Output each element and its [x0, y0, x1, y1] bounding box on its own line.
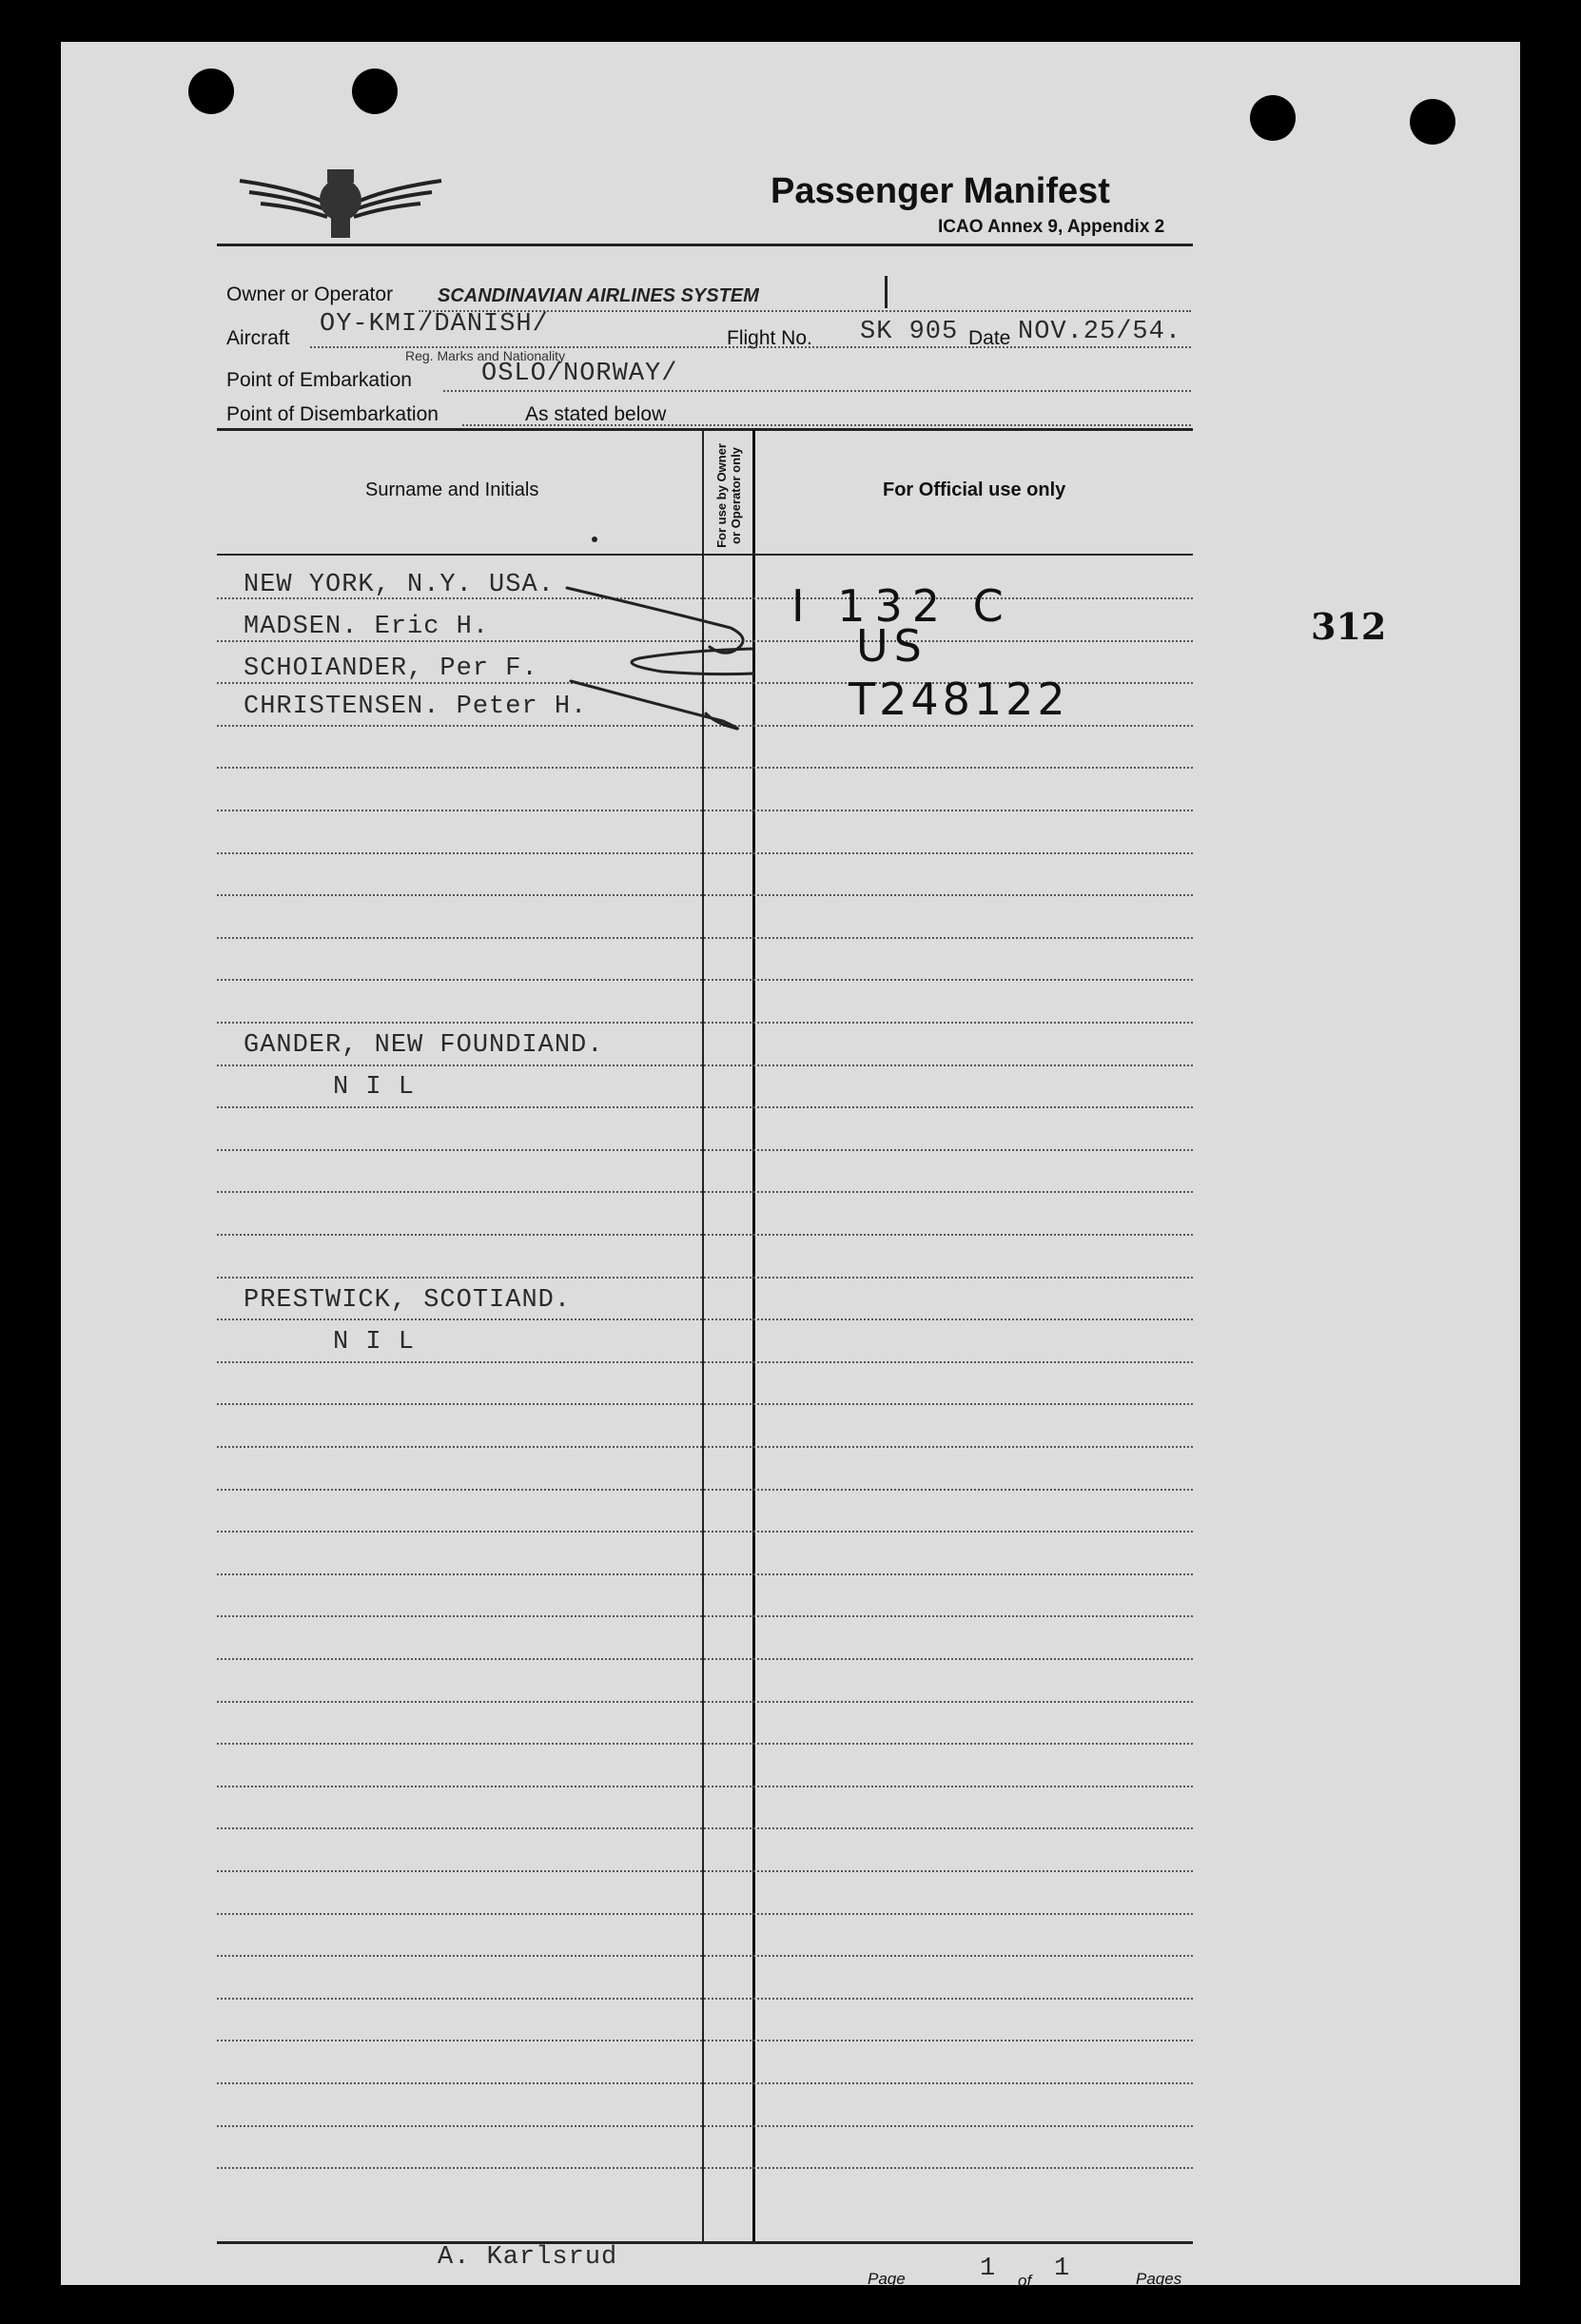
passenger-row: SCHOIANDER, Per F.	[244, 654, 538, 683]
page-value: 1	[980, 2255, 997, 2283]
surname-column-header: Surname and Initials	[365, 479, 539, 500]
owner-use-column-header: For use by Owner or Operator only	[714, 443, 743, 548]
table-rule-line	[217, 1658, 1193, 1660]
date-label: Date	[968, 327, 1011, 349]
table-rule-line	[217, 852, 1193, 854]
destination-gander: GANDER, NEW FOUNDIAND.	[244, 1031, 604, 1060]
field-line	[443, 390, 1191, 392]
official-mark: T248122	[849, 674, 1069, 725]
flight-label: Flight No.	[727, 327, 812, 349]
table-rule-line	[217, 1786, 1193, 1787]
table-rule-line	[217, 979, 1193, 981]
of-label: of	[1018, 2272, 1032, 2290]
table-rule-line	[217, 1870, 1193, 1872]
footer-rule	[217, 2241, 1193, 2244]
table-rule-line	[217, 1827, 1193, 1829]
table-rule-line	[217, 1489, 1193, 1491]
form-subtitle: ICAO Annex 9, Appendix 2	[938, 217, 1165, 237]
table-rule-line	[217, 1191, 1193, 1193]
table-rule-line	[217, 1615, 1193, 1617]
aircraft-label: Aircraft	[226, 327, 290, 349]
embark-value: OSLO/NORWAY/	[481, 360, 678, 388]
disembark-value: As stated below	[525, 403, 667, 425]
table-rule-line	[217, 1403, 1193, 1405]
table-rule-line	[217, 1361, 1193, 1363]
airline-wings-logo	[236, 164, 445, 242]
table-rule-line	[217, 1573, 1193, 1575]
of-value: 1	[1054, 2255, 1071, 2283]
table-rule-line	[217, 1064, 1193, 1066]
page-label: Page	[868, 2270, 906, 2288]
header-rule	[217, 244, 1193, 246]
aircraft-value: OY-KMI/DANISH/	[320, 310, 549, 339]
table-rule-line	[217, 1701, 1193, 1703]
table-rule-line	[217, 1277, 1193, 1279]
signature: A. Karlsrud	[438, 2243, 618, 2272]
table-rule-line	[217, 810, 1193, 811]
table-rule-line	[217, 1998, 1193, 2000]
table-rule-line	[217, 1022, 1193, 1024]
pen-strokes	[533, 571, 771, 742]
official-mark: I 132 C	[791, 580, 1013, 632]
pages-label: Pages	[1136, 2270, 1182, 2288]
table-header-rule	[217, 554, 1193, 556]
table-rule-line	[217, 1318, 1193, 1320]
page-number-stamp: 312	[1311, 605, 1387, 648]
passenger-row: MADSEN. Eric H.	[244, 613, 490, 641]
table-rule-line	[217, 937, 1193, 939]
pen-mark	[885, 276, 888, 308]
official-mark: US	[856, 620, 927, 672]
table-rule-line	[217, 2167, 1193, 2169]
destination-new-york: NEW YORK, N.Y. USA.	[244, 571, 555, 599]
table-rule-line	[217, 894, 1193, 896]
table-rule-line	[217, 2040, 1193, 2041]
field-line	[462, 424, 1191, 426]
nil-entry: N I L	[333, 1073, 416, 1102]
punch-hole	[1410, 99, 1455, 145]
nil-entry: N I L	[333, 1328, 416, 1357]
punch-hole	[1250, 95, 1296, 141]
table-rule-line	[217, 1531, 1193, 1533]
destination-prestwick: PRESTWICK, SCOTIAND.	[244, 1286, 572, 1315]
table-rule-line	[217, 2082, 1193, 2084]
flight-value: SK 905	[860, 318, 959, 346]
table-rule-line	[217, 1743, 1193, 1745]
punch-hole	[188, 68, 234, 114]
aircraft-sub-label: Reg. Marks and Nationality	[405, 348, 566, 363]
embark-label: Point of Embarkation	[226, 369, 412, 391]
table-rule-line	[217, 1446, 1193, 1448]
table-rule-line	[217, 1149, 1193, 1151]
passenger-row: CHRISTENSEN. Peter H.	[244, 693, 588, 721]
table-rule-line	[217, 1955, 1193, 1957]
form-title: Passenger Manifest	[771, 171, 1110, 211]
date-value: NOV.25/54.	[1018, 318, 1182, 346]
table-rule-line	[217, 1234, 1193, 1236]
owner-value: SCANDINAVIAN AIRLINES SYSTEM	[438, 285, 759, 306]
punch-hole	[352, 68, 398, 114]
official-column-header: For Official use only	[883, 479, 1066, 500]
disembark-label: Point of Disembarkation	[226, 403, 439, 425]
table-rule-line	[217, 1106, 1193, 1108]
table-rule-line	[217, 2125, 1193, 2127]
speck	[592, 537, 597, 542]
fields-rule	[217, 428, 1193, 431]
table-rule-line	[217, 1913, 1193, 1915]
table-rule-line	[217, 767, 1193, 769]
owner-label: Owner or Operator	[226, 283, 394, 305]
